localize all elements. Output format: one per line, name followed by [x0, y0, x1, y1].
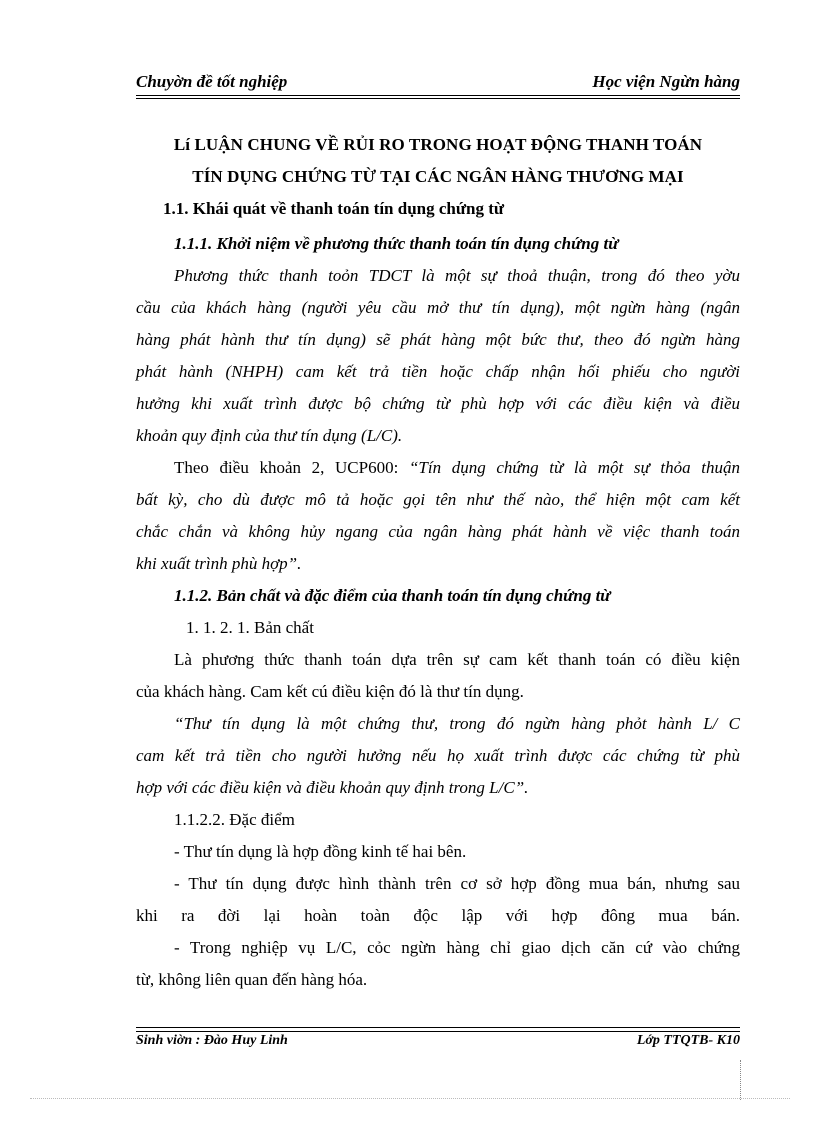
- chapter-title-line-1: Lí LUẬN CHUNG VỀ RỦI RO TRONG HOẠT ĐỘNG THANH TOÁN: [173, 135, 703, 154]
- header-rule: [136, 95, 740, 96]
- subsubsection-heading: 1. 1. 2. 1. Bản chất: [186, 618, 314, 637]
- footer-rule-thin: [136, 1027, 740, 1028]
- subsubsection-heading: 1.1.2.2. Đặc điểm: [174, 810, 295, 829]
- subsection-heading: 1.1.2. Bản chất và đặc điểm của thanh toán tín dụng chứng từ: [174, 586, 611, 605]
- bullet-item: - Thư tín dụng được hình thành trên cơ sở hợp đồng mua bán, nhưng sau: [174, 874, 740, 893]
- bullet-item: - Thư tín dụng là hợp đồng kinh tế hai bên.: [174, 842, 467, 861]
- quote-line: khi xuất trình phù hợp”.: [136, 554, 302, 573]
- quote-line: cam kết trả tiền cho người hưởng nếu họ xuất trình được các chứng từ phù: [136, 746, 740, 765]
- page-header: [136, 72, 740, 96]
- margin-marker: [740, 1060, 741, 1100]
- quote-text: “Tín dụng chứng từ là một sự thỏa thuận: [408, 458, 740, 477]
- footer-left: Sinh viờn : Đào Huy Linh: [136, 1033, 288, 1048]
- section-heading: 1.1. Khái quát về thanh toán tín dụng chứng từ: [163, 199, 505, 218]
- paragraph-line: [136, 452, 740, 484]
- footer-rule: [136, 1031, 740, 1032]
- bullet-item: - Trong nghiệp vụ L/C, cỏc ngừn hàng chỉ giao dịch căn cứ vào chứng: [174, 938, 740, 957]
- paragraph-line: của khách hàng. Cam kết cú điều kiện đó là thư tín dụng.: [136, 682, 524, 701]
- quote-line: bất kỳ, cho dù được mô tả hoặc gọi tên như thế nào, thể hiện một cam kết: [136, 490, 740, 509]
- paragraph-line: khoản quy định của thư tín dụng (L/C).: [136, 426, 403, 445]
- page-footer: [136, 1033, 740, 1055]
- subsection-heading: 1.1.1. Khởi niệm về phương thức thanh toán tín dụng chứng từ: [174, 234, 619, 253]
- paragraph-line: hưởng khi xuất trình được bộ chứng từ phù hợp với các điều kiện và điều: [136, 394, 740, 413]
- bullet-item-continuation: khi ra đời lại hoàn toàn độc lập với hợp đông mua bán.: [136, 906, 740, 925]
- header-right: Học viện Ngừn hàng: [592, 72, 740, 91]
- chapter-title-line-2: TÍN DỤNG CHỨNG TỪ TẠI CÁC NGÂN HÀNG THƯƠNG MẠI: [192, 167, 684, 186]
- paragraph-line: Phương thức thanh toỏn TDCT là một sự thoả thuận, trong đó theo yờu: [174, 266, 740, 285]
- paragraph-lead: Theo điều khoản 2, UCP600:: [174, 458, 409, 477]
- quote-line: hợp với các điều kiện và điều khoản quy định trong L/C”.: [136, 778, 529, 797]
- footer-right: Lớp TTQTB- K10: [636, 1033, 740, 1048]
- paragraph-line: Là phương thức thanh toán dựa trên sự cam kết thanh toán có điều kiện: [174, 650, 740, 669]
- quote-line: chắc chắn và không hủy ngang của ngân hàng phát hành về việc thanh toán: [136, 522, 740, 541]
- quote-line: “Thư tín dụng là một chứng thư, trong đó ngừn hàng phỏt hành L/ C: [174, 714, 740, 733]
- paragraph-line: cầu của khách hàng (người yêu cầu mở thư tín dụng), một ngừn hàng (ngân: [136, 298, 740, 317]
- header-left: Chuyờn đề tốt nghiệp: [136, 72, 288, 91]
- bullet-item-continuation: từ, không liên quan đến hàng hóa.: [136, 970, 368, 989]
- paragraph-line: hàng phát hành thư tín dụng) sẽ phát hàng một bức thư, theo đó ngừn hàng: [136, 330, 740, 349]
- header-rule-thin: [136, 98, 740, 99]
- paragraph-line: phát hành (NHPH) cam kết trả tiền hoặc chấp nhận hối phiếu cho người: [136, 362, 740, 381]
- page-edge-line: [30, 1098, 790, 1099]
